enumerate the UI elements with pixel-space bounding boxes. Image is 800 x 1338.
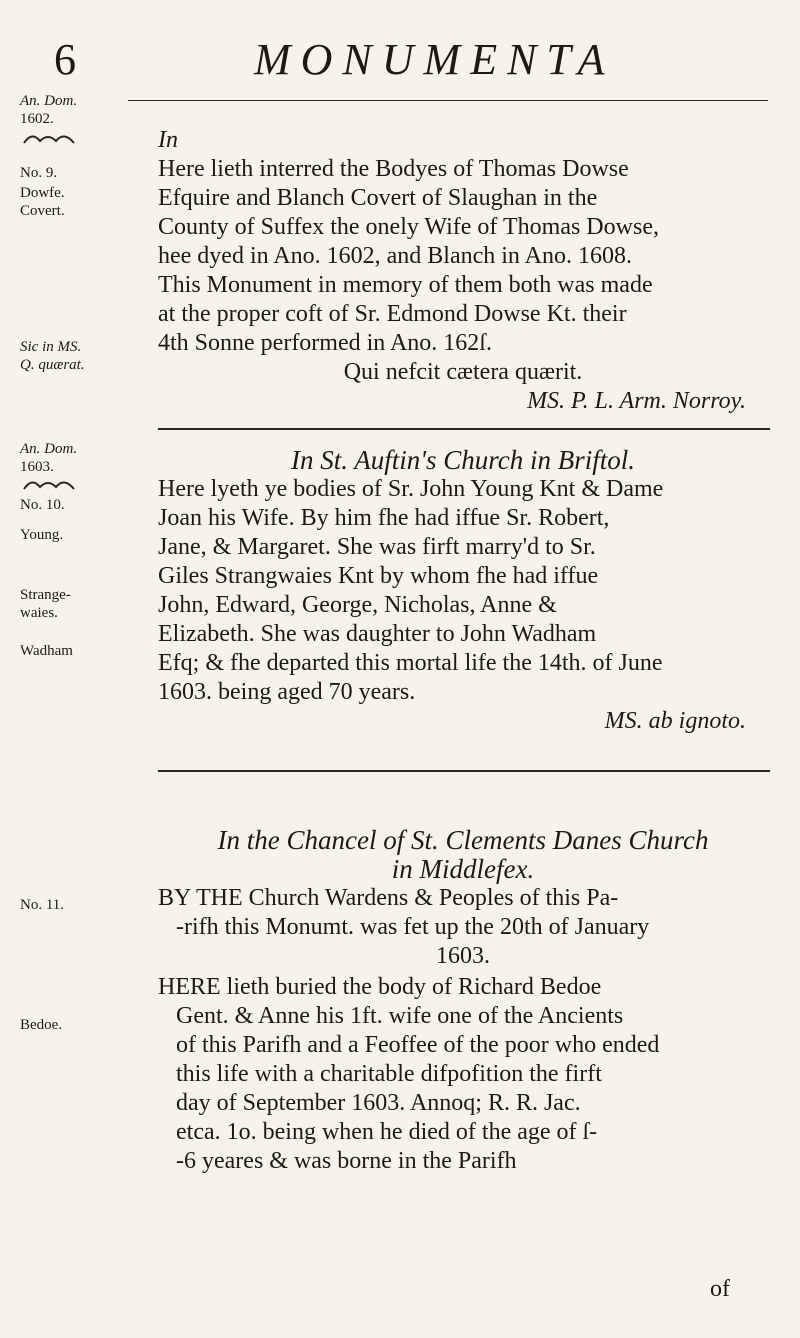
text-line: County of Suffex the onely Wife of Thomas Dowse, [158, 214, 659, 240]
entry-heading: In St. Auftin's Church in Briftol. [290, 445, 636, 475]
text-line: Elizabeth. She was daughter to John Wadham [158, 621, 597, 647]
running-title: MONUMENTA [254, 35, 615, 84]
margin-an-dom: An. Dom. [20, 441, 78, 457]
text-line: Joan his Wife. By him fhe had iffue Sr. Robert, [158, 505, 610, 531]
margin-an-dom: An. Dom. [20, 93, 78, 109]
margin-entry-number: No. 11. [20, 897, 65, 913]
text-line: at the proper coft of Sr. Edmond Dowse Kt. their [158, 301, 627, 327]
text-line: etca. 1o. being when he died of the age of ſ- [176, 1119, 598, 1145]
page-number: 6 [54, 35, 76, 84]
margin-note: Sic in MS. [20, 339, 82, 355]
text-line: 4th Sonne performed in Ano. 162ſ. [158, 330, 492, 356]
text-line: -rifh this Monumt. was fet up the 20th of January [176, 914, 650, 940]
flourish-ornament [22, 128, 78, 153]
margin-note: Q. quærat. [20, 357, 85, 373]
section-rule [158, 770, 770, 772]
margin-year: 1603. [20, 459, 54, 475]
header-rule [128, 100, 768, 101]
text-line: 1603. [436, 943, 490, 969]
text-line: Here lieth interred the Bodyes of Thomas Dowse [158, 156, 629, 182]
text-line: -6 yeares & was borne in the Parifh [176, 1148, 517, 1174]
margin-name: Wadham [20, 643, 73, 659]
text-line: John, Edward, George, Nicholas, Anne & [158, 592, 557, 618]
source-citation: MS. P. L. Arm. Norroy. [527, 388, 746, 414]
entry-heading: In [158, 127, 178, 153]
text-line: This Monument in memory of them both was made [158, 272, 653, 298]
text-line: hee dyed in Ano. 1602, and Blanch in Ano. 1608. [158, 243, 632, 269]
text-line: day of September 1603. Annoq; R. R. Jac. [176, 1090, 581, 1116]
catchword: of [710, 1276, 730, 1302]
latin-quote: Qui nefcit cætera quærit. [343, 359, 583, 385]
entry-monument-11 [158, 826, 768, 1176]
entry-monument-10 [158, 446, 768, 736]
section-rule [158, 428, 770, 430]
text-line: HERE lieth buried the body of Richard Bedoe [158, 974, 602, 1000]
margin-name: Young. [20, 527, 64, 543]
entry-heading: In the Chancel of St. Clements Danes Church [217, 825, 709, 855]
text-line: Gent. & Anne his 1ft. wife one of the Ancients [176, 1003, 624, 1029]
text-line: this life with a charitable difpofition the firft [176, 1061, 602, 1087]
margin-name: waies. [20, 605, 58, 621]
margin-name: Covert. [20, 203, 65, 219]
margin-entry-number: No. 10. [20, 497, 65, 513]
source-citation: MS. ab ignoto. [604, 708, 746, 734]
margin-name: Dowfe. [20, 185, 65, 201]
text-line: 1603. being aged 70 years. [158, 679, 416, 705]
margin-name: Strange- [20, 587, 71, 603]
text-line: Jane, & Margaret. She was firft marry'd to Sr. [158, 534, 596, 560]
text-line: BY THE Church Wardens & Peoples of this Pa- [158, 885, 619, 911]
text-line: Efquire and Blanch Covert of Slaughan in the [158, 185, 598, 211]
entry-monument-9 [158, 126, 768, 416]
text-line: Giles Strangwaies Knt by whom fhe had iffue [158, 563, 599, 589]
text-line: Here lyeth ye bodies of Sr. John Young Knt & Dame [158, 476, 664, 502]
margin-year: 1602. [20, 111, 54, 127]
margin-name: Bedoe. [20, 1017, 63, 1033]
text-line: Efq; & fhe departed this mortal life the 14th. of June [158, 650, 663, 676]
entry-heading: in Middlefex. [391, 854, 535, 884]
text-line: of this Parifh and a Feoffee of the poor who ended [176, 1032, 660, 1058]
margin-entry-number: No. 9. [20, 165, 58, 181]
